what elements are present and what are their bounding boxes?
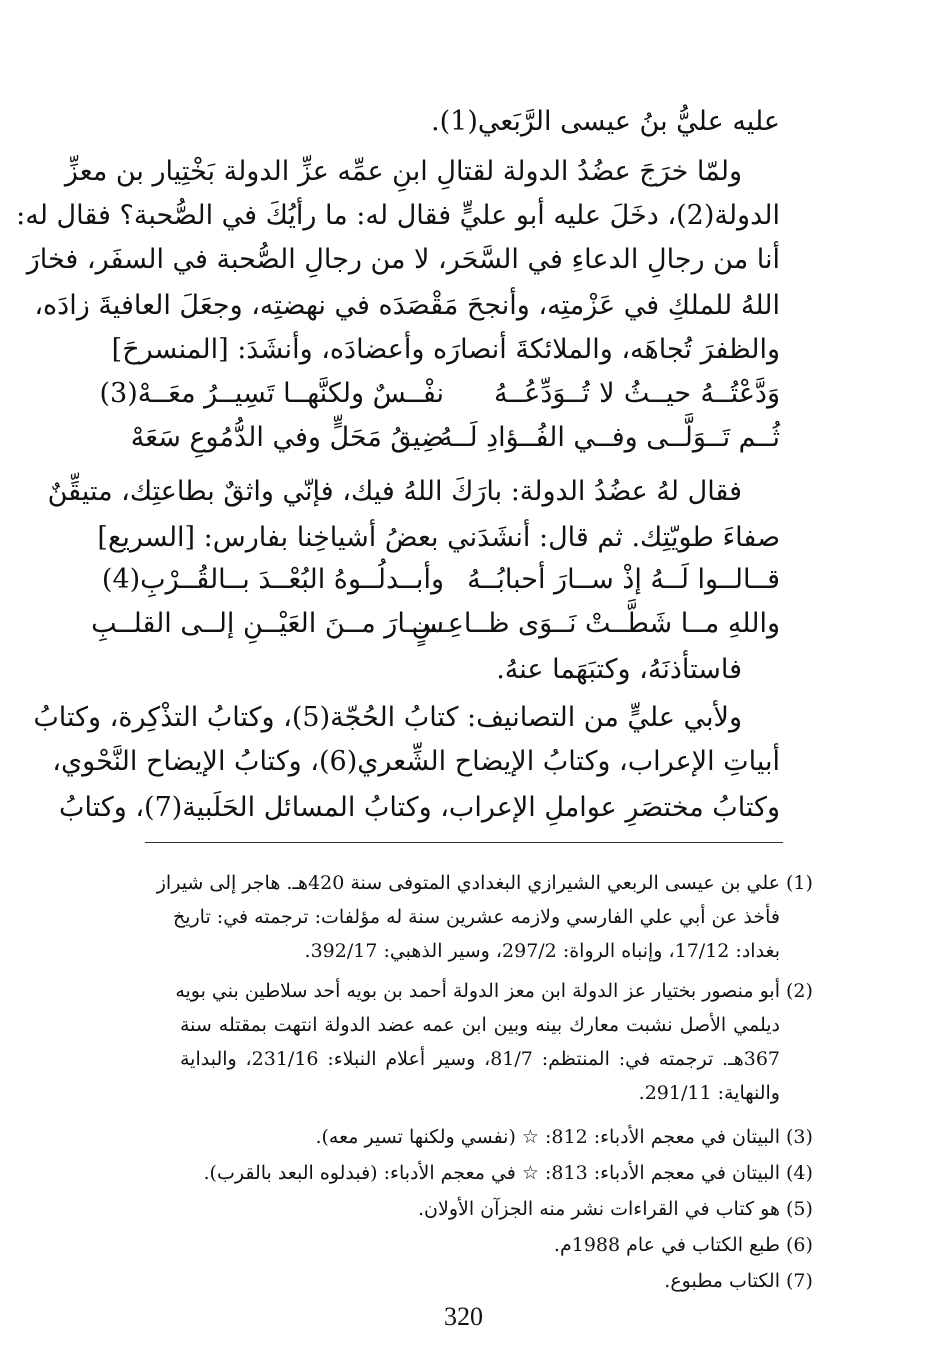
footnote-line: أبو منصور بختيار عز الدولة ابن معز الدولة أحمد بن بويه أحد سلاطين بني بويه <box>175 980 780 1002</box>
footnote-number: (7) <box>786 1270 813 1292</box>
verse-first-hemistich: ثُــم تَــوَلَّــى وفــي الفُــؤادِ لَــهُ <box>439 422 780 453</box>
footnote-line: ديلمي الأصل نشبت معارك بينه وبين ابن عمه عضد الدولة انتهت بمقتله سنة <box>180 1014 780 1036</box>
verse-first-hemistich: واللهِ مــا شَطَّــتْ نَــوَى ظــاعِــنٍ <box>411 608 780 639</box>
footnote-number: (6) <box>786 1234 813 1256</box>
footnote-line: طبع الكتاب في عام 1988م. <box>553 1234 780 1256</box>
poem-verse <box>130 416 780 460</box>
verse-first-hemistich: قــالــوا لَــهُ إذْ ســارَ أحبابُــهُ <box>467 564 780 595</box>
poem-verse <box>101 558 780 602</box>
body-line: وكتابُ مختصَرِ عواملِ الإعراب، وكتابُ المسائل الحَلَبية(7)، وكتابُ <box>59 792 780 823</box>
verse-first-hemistich: وَدَّعْتُــهُ حيــثُ لا تُــوَدِّعُــهُ <box>494 378 780 409</box>
footnote-line: 367هـ. ترجمته في: المنتظم: 81/7، وسير أعلام النبلاء: 231/16، والبداية <box>180 1048 780 1070</box>
footnote-number: (4) <box>786 1162 813 1184</box>
footnote-line: الكتاب مطبوع. <box>664 1270 780 1292</box>
body-line: ولأبي عليٍّ من التصانيف: كتابُ الحُجّة(5)، وكتابُ التذْكِرة، وكتابُ <box>33 702 742 733</box>
footnote-number: (1) <box>786 872 813 894</box>
body-line: أنا من رجالِ الدعاءِ في السَّحَر، لا من رجالِ الصُّحبة في السفَر، فخارَ <box>26 244 780 275</box>
body-line: ولمّا خرَجَ عضُدُ الدولة لقتالِ ابنِ عمِّه عزِّ الدولة بَخْتِيار بن معزِّ <box>64 156 742 187</box>
body-line: فاستأذنَهُ، وكتبَهَما عنهُ. <box>496 654 742 685</box>
body-line: فقال لهُ عضُدُ الدولة: بارَكَ اللهُ فيك، فإنّي واثقٌ بطاعتِك، متيقِّنٌ <box>47 476 742 507</box>
footnote-line: علي بن عيسى الربعي الشيرازي البغدادي المتوفى سنة 420هـ. هاجر إلى شيراز <box>156 872 780 894</box>
body-line: اللهُ للملكِ في عَزْمتِه، وأنجحَ مَقْصَدَه في نهضتِه، وجعَلَ العافيةَ زادَه، <box>34 290 780 321</box>
footnote-line: البيتان في معجم الأدباء: 812: ☆ (نفسي ولكنها تسير معه). <box>315 1126 780 1148</box>
footnote-line: البيتان في معجم الأدباء: 813: ☆ في معجم الأدباء: (فبدلوه البعد بالقرب). <box>203 1162 780 1184</box>
footnote-line: بغداد: 17/12، وإنباه الرواة: 297/2، وسير الذهبي: 392/17. <box>304 940 780 962</box>
body-line: الدولة(2)، دخَلَ عليه أبو عليٍّ فقال له: ما رأيُكَ في الصُّحبة؟ فقال له: <box>16 200 780 231</box>
poem-verse <box>91 602 780 646</box>
body-line: أبياتِ الإعراب، وكتابُ الإيضاح الشِّعري(6)، وكتابُ الإيضاح النَّحْوي، <box>52 746 780 777</box>
footnote <box>180 1264 813 1298</box>
footnote <box>180 1156 813 1190</box>
footnote-line: هو كتاب في القراءات نشر منه الجزآن الأولان. <box>417 1198 780 1220</box>
verse-second-hemistich: ســارَ مــنَ العَيْــنِ إلــى القلــبِ <box>91 608 444 639</box>
footnote-separator <box>145 842 783 843</box>
footnote <box>156 866 813 968</box>
footnote-line: والنهاية: 291/11. <box>638 1082 780 1104</box>
footnote <box>180 1192 813 1226</box>
page-number: 320 <box>444 1302 483 1331</box>
verse-second-hemistich: ضِيقُ مَحَلٍّ وفي الدُّمُوعِ سَعَهْ <box>130 422 444 453</box>
poem-verse <box>99 372 780 416</box>
footnote-number: (2) <box>786 980 813 1002</box>
footnote-number: (3) <box>786 1126 813 1148</box>
footnote-line: فأخذ عن أبي علي الفارسي ولازمه عشرين سنة له مؤلفات: ترجمته في: تاريخ <box>172 906 780 928</box>
footnote <box>180 1120 813 1154</box>
footnote <box>175 974 813 1110</box>
verse-second-hemistich: نفْــسٌ ولكنَّهــا تَسِيــرُ معَــهْ(3) <box>99 378 444 409</box>
verse-second-hemistich: وأبــدلُــوهُ البُعْــدَ بــالقُــرْبِ(4) <box>101 564 444 595</box>
footnote-number: (5) <box>786 1198 813 1220</box>
body-line: عليه عليُّ بنُ عيسى الرَّبَعي(1). <box>431 106 780 137</box>
body-line: والظفرَ تُجاهَه، والملائكةَ أنصارَه وأعضادَه، وأنشَدَ: [المنسرحَ] <box>111 334 780 365</box>
footnote <box>180 1228 813 1262</box>
body-line: صفاءَ طويّتِك. ثم قال: أنشَدَني بعضُ أشياخِنا بفارس: [السريع] <box>97 522 780 553</box>
